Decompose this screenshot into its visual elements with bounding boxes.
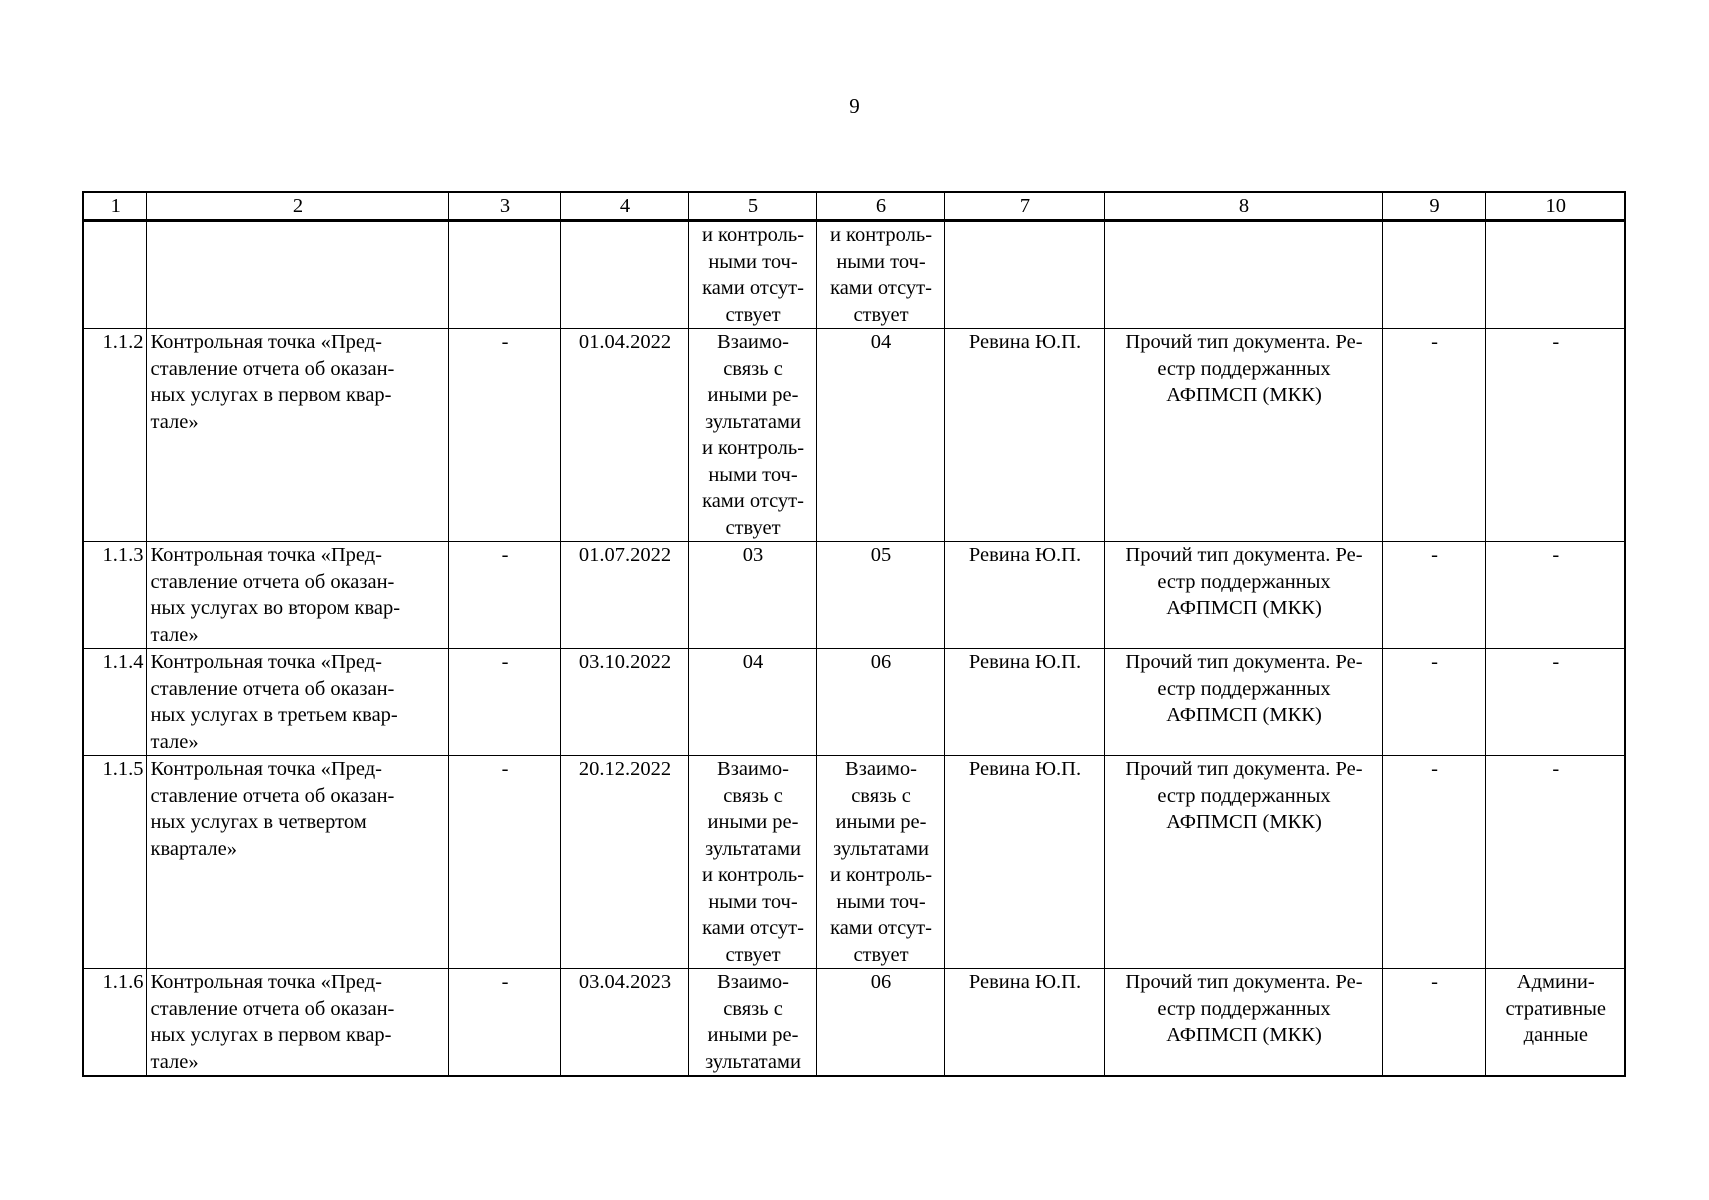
column-header: 6 bbox=[816, 192, 944, 221]
due-date bbox=[560, 221, 688, 329]
cell-col6: и контроль- ными точ- ками отсут- ствует bbox=[816, 221, 944, 329]
cell-col9 bbox=[1382, 221, 1485, 329]
document-type: Прочий тип документа. Ре- естр поддержанных АФПМСП (МКК) bbox=[1104, 649, 1382, 756]
cell-col9: - bbox=[1382, 329, 1485, 542]
table-row bbox=[83, 649, 1625, 756]
cell-col10 bbox=[1485, 221, 1625, 329]
cell-col5: 04 bbox=[688, 649, 816, 756]
responsible-person: Ревина Ю.П. bbox=[944, 756, 1104, 969]
cell-col6: 04 bbox=[816, 329, 944, 542]
cell-col3: - bbox=[448, 542, 560, 649]
row-number: 1.1.5 bbox=[83, 756, 146, 969]
cell-col5: Взаимо- связь с иными ре- зультатами и контроль- ными точ- ками отсут- ствует bbox=[688, 329, 816, 542]
due-date: 03.10.2022 bbox=[560, 649, 688, 756]
document-type: Прочий тип документа. Ре- естр поддержанных АФПМСП (МКК) bbox=[1104, 969, 1382, 1077]
cell-col9: - bbox=[1382, 542, 1485, 649]
row-number bbox=[83, 221, 146, 329]
column-header: 9 bbox=[1382, 192, 1485, 221]
column-header: 7 bbox=[944, 192, 1104, 221]
cell-col3: - bbox=[448, 969, 560, 1077]
responsible-person bbox=[944, 221, 1104, 329]
cell-col3: - bbox=[448, 649, 560, 756]
cell-col6: 06 bbox=[816, 969, 944, 1077]
cell-col5: Взаимо- связь с иными ре- зультатами bbox=[688, 969, 816, 1077]
row-number: 1.1.3 bbox=[83, 542, 146, 649]
control-point-name: Контрольная точка «Пред- ставление отчета об оказан- ных услугах в третьем квар- тале» bbox=[146, 649, 448, 756]
cell-col9: - bbox=[1382, 649, 1485, 756]
cell-col6: 05 bbox=[816, 542, 944, 649]
due-date: 01.04.2022 bbox=[560, 329, 688, 542]
table-row bbox=[83, 221, 1625, 329]
table-row bbox=[83, 756, 1625, 969]
page-number: 9 bbox=[849, 94, 860, 118]
cell-col5: и контроль- ными точ- ками отсут- ствует bbox=[688, 221, 816, 329]
document-type: Прочий тип документа. Ре- естр поддержанных АФПМСП (МКК) bbox=[1104, 542, 1382, 649]
cell-col9: - bbox=[1382, 969, 1485, 1077]
table-row bbox=[83, 329, 1625, 542]
column-header: 4 bbox=[560, 192, 688, 221]
responsible-person: Ревина Ю.П. bbox=[944, 649, 1104, 756]
cell-col3 bbox=[448, 221, 560, 329]
column-header: 5 bbox=[688, 192, 816, 221]
column-header: 10 bbox=[1485, 192, 1625, 221]
cell-col10: - bbox=[1485, 542, 1625, 649]
cell-col3: - bbox=[448, 329, 560, 542]
control-point-name: Контрольная точка «Пред- ставление отчета об оказан- ных услугах во втором квар- тале» bbox=[146, 542, 448, 649]
column-header: 3 bbox=[448, 192, 560, 221]
column-header: 8 bbox=[1104, 192, 1382, 221]
document-type: Прочий тип документа. Ре- естр поддержанных АФПМСП (МКК) bbox=[1104, 329, 1382, 542]
document-type: Прочий тип документа. Ре- естр поддержанных АФПМСП (МКК) bbox=[1104, 756, 1382, 969]
cell-col3: - bbox=[448, 756, 560, 969]
row-number: 1.1.2 bbox=[83, 329, 146, 542]
column-header: 1 bbox=[83, 192, 146, 221]
control-point-name: Контрольная точка «Пред- ставление отчета об оказан- ных услугах в четвертом квартале» bbox=[146, 756, 448, 969]
cell-col10: - bbox=[1485, 329, 1625, 542]
cell-col10: - bbox=[1485, 649, 1625, 756]
document-type bbox=[1104, 221, 1382, 329]
row-number: 1.1.4 bbox=[83, 649, 146, 756]
cell-col6: 06 bbox=[816, 649, 944, 756]
responsible-person: Ревина Ю.П. bbox=[944, 969, 1104, 1077]
due-date: 03.04.2023 bbox=[560, 969, 688, 1077]
due-date: 20.12.2022 bbox=[560, 756, 688, 969]
cell-col9: - bbox=[1382, 756, 1485, 969]
control-points-table bbox=[82, 191, 1626, 1077]
column-header: 2 bbox=[146, 192, 448, 221]
cell-col10: - bbox=[1485, 756, 1625, 969]
table-row bbox=[83, 542, 1625, 649]
control-point-name bbox=[146, 221, 448, 329]
control-point-name: Контрольная точка «Пред- ставление отчета об оказан- ных услугах в первом квар- тале» bbox=[146, 969, 448, 1077]
due-date: 01.07.2022 bbox=[560, 542, 688, 649]
control-point-name: Контрольная точка «Пред- ставление отчета об оказан- ных услугах в первом квар- тале» bbox=[146, 329, 448, 542]
cell-col10: Админи- стративные данные bbox=[1485, 969, 1625, 1077]
table-row bbox=[83, 969, 1625, 1077]
responsible-person: Ревина Ю.П. bbox=[944, 329, 1104, 542]
cell-col5: Взаимо- связь с иными ре- зультатами и контроль- ными точ- ками отсут- ствует bbox=[688, 756, 816, 969]
responsible-person: Ревина Ю.П. bbox=[944, 542, 1104, 649]
cell-col6: Взаимо- связь с иными ре- зультатами и контроль- ными точ- ками отсут- ствует bbox=[816, 756, 944, 969]
row-number: 1.1.6 bbox=[83, 969, 146, 1077]
column-number-row bbox=[83, 192, 1625, 221]
cell-col5: 03 bbox=[688, 542, 816, 649]
